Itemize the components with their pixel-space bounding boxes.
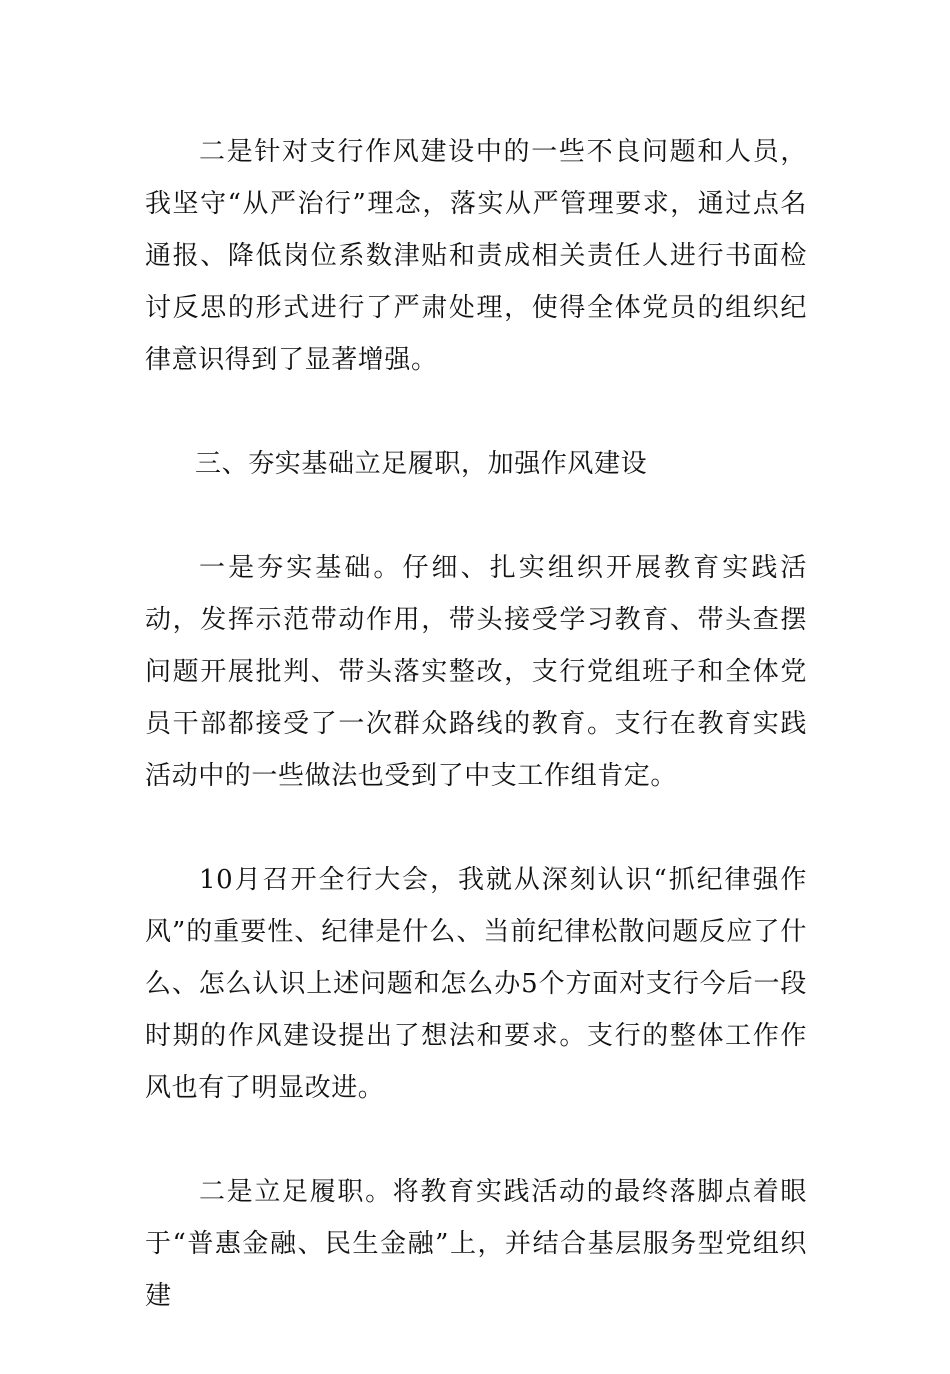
paragraph-perform-duties: 二是立足履职。将教育实践活动的最终落脚点着眼于“普惠金融、民生金融”上，并结合基层服务型党组织建 (145, 1177, 807, 1311)
document-body (145, 126, 807, 1374)
section-heading-three: 三、夯实基础立足履职，加强作风建设 (195, 449, 648, 479)
paragraph-consolidate-foundation: 一是夯实基础。仔细、扎实组织开展教育实践活动，发挥示范带动作用，带头接受学习教育、带头查摆问题开展批判、带头落实整改，支行党组班子和全体党员干部都接受了一次群众路线的教育。支行在教育实践活动中的一些做法也受到了中支工作组肯定。 (145, 553, 807, 791)
paragraph-strict-management: 二是针对支行作风建设中的一些不良问题和人员，我坚守“从严治行”理念，落实从严管理要求，通过点名通报、降低岗位系数津贴和责成相关责任人进行书面检讨反思的形式进行了严肃处理，使得全体党员的组织纪律意识得到了显著增强。 (145, 137, 807, 375)
paragraph-october-meeting: 10月召开全行大会，我就从深刻认识“抓纪律强作风”的重要性、纪律是什么、当前纪律松散问题反应了什么、怎么认识上述问题和怎么办5个方面对支行今后一段时期的作风建设提出了想法和要求。支行的整体工作作风也有了明显改进。 (145, 865, 807, 1103)
